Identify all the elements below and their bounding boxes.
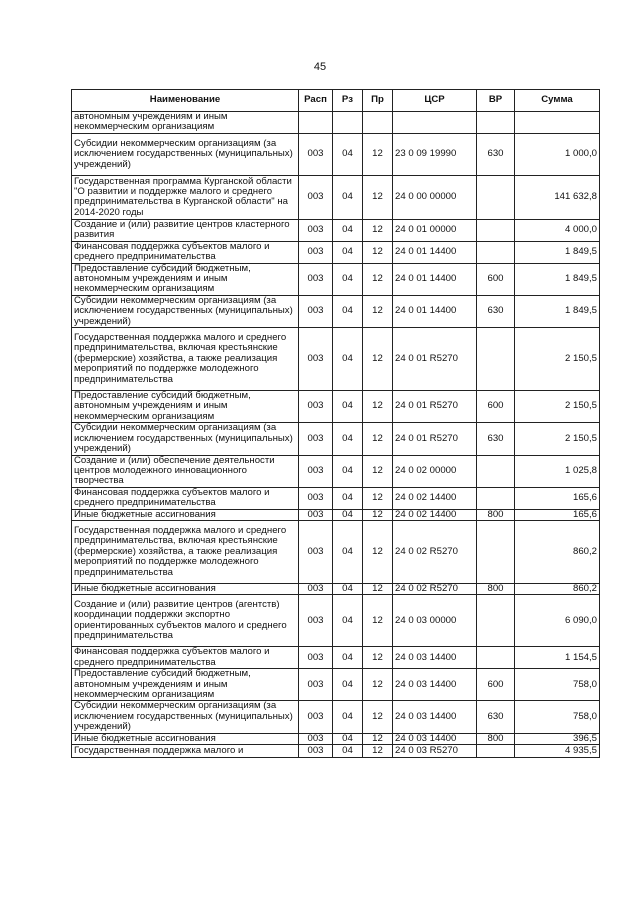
- cell-sum: 1 849,5: [515, 241, 600, 263]
- cell-rz: 04: [333, 745, 363, 758]
- cell-pr: 12: [363, 520, 393, 583]
- cell-csr: 24 0 02 00000: [393, 455, 477, 487]
- cell-rasp: 003: [299, 423, 333, 455]
- cell-rz: 04: [333, 328, 363, 391]
- cell-pr: 12: [363, 647, 393, 669]
- cell-sum: 2 150,5: [515, 328, 600, 391]
- cell-rz: 04: [333, 647, 363, 669]
- cell-sum: 141 632,8: [515, 175, 600, 219]
- cell-pr: 12: [363, 669, 393, 701]
- cell-pr: 12: [363, 133, 393, 175]
- cell-pr: 12: [363, 733, 393, 744]
- cell-rz: 04: [333, 219, 363, 241]
- cell-vr: 600: [477, 263, 515, 295]
- cell-rasp: 003: [299, 263, 333, 295]
- cell-rz: 04: [333, 133, 363, 175]
- cell-rz: 04: [333, 455, 363, 487]
- header-vr: ВР: [477, 90, 515, 112]
- table-row: [72, 391, 600, 423]
- cell-rasp: 003: [299, 241, 333, 263]
- table-row: [72, 175, 600, 219]
- cell-pr: 12: [363, 423, 393, 455]
- cell-vr: 630: [477, 295, 515, 327]
- cell-rz: [333, 112, 363, 134]
- cell-name: Государственная программа Курганской области "О развитии и поддержке малого и среднего предпринимательства в Курганской области" на 2014-2020 годы: [72, 175, 299, 219]
- table-row: [72, 133, 600, 175]
- cell-rasp: 003: [299, 520, 333, 583]
- cell-name: Предоставление субсидий бюджетным, автономным учреждениям и иным некоммерческим организациям: [72, 669, 299, 701]
- cell-rz: 04: [333, 669, 363, 701]
- cell-csr: 24 0 02 R5270: [393, 583, 477, 594]
- cell-rz: 04: [333, 733, 363, 744]
- cell-rasp: 003: [299, 455, 333, 487]
- cell-rasp: 003: [299, 328, 333, 391]
- table-row: [72, 219, 600, 241]
- cell-csr: 24 0 03 14400: [393, 647, 477, 669]
- cell-pr: 12: [363, 241, 393, 263]
- cell-rz: 04: [333, 520, 363, 583]
- cell-vr: [477, 595, 515, 647]
- cell-csr: 24 0 03 14400: [393, 701, 477, 733]
- cell-name: Создание и (или) развитие центров (агентств) координации поддержки экспортно ориентированных субъектов малого и среднего предпринимательства: [72, 595, 299, 647]
- cell-sum: 2 150,5: [515, 391, 600, 423]
- cell-pr: 12: [363, 219, 393, 241]
- cell-rz: 04: [333, 175, 363, 219]
- cell-rasp: 003: [299, 391, 333, 423]
- cell-name: Финансовая поддержка субъектов малого и среднего предпринимательства: [72, 241, 299, 263]
- cell-vr: 630: [477, 133, 515, 175]
- cell-rz: 04: [333, 295, 363, 327]
- table-row: [72, 733, 600, 744]
- cell-rasp: 003: [299, 133, 333, 175]
- cell-vr: 600: [477, 391, 515, 423]
- cell-csr: 24 0 01 R5270: [393, 423, 477, 455]
- cell-vr: [477, 175, 515, 219]
- table-row: [72, 647, 600, 669]
- cell-rz: 04: [333, 391, 363, 423]
- table-body: [72, 112, 600, 758]
- table-row: [72, 595, 600, 647]
- cell-name: Предоставление субсидий бюджетным, автономным учреждениям и иным некоммерческим организациям: [72, 391, 299, 423]
- cell-name: Иные бюджетные ассигнования: [72, 509, 299, 520]
- cell-name: Финансовая поддержка субъектов малого и среднего предпринимательства: [72, 487, 299, 509]
- cell-rasp: [299, 112, 333, 134]
- cell-pr: 12: [363, 701, 393, 733]
- cell-csr: 24 0 01 R5270: [393, 328, 477, 391]
- table-row: [72, 583, 600, 594]
- cell-sum: 1 154,5: [515, 647, 600, 669]
- table-row: [72, 241, 600, 263]
- table-row: [72, 295, 600, 327]
- cell-pr: [363, 112, 393, 134]
- cell-csr: 24 0 03 00000: [393, 595, 477, 647]
- cell-rz: 04: [333, 263, 363, 295]
- cell-csr: 24 0 03 R5270: [393, 745, 477, 758]
- cell-name: Субсидии некоммерческим организациям (за исключением государственных (муниципальных) учреждений): [72, 701, 299, 733]
- cell-rz: 04: [333, 701, 363, 733]
- cell-rz: 04: [333, 241, 363, 263]
- cell-vr: [477, 520, 515, 583]
- cell-name: автономным учреждениям и иным некоммерческим организациям: [72, 112, 299, 134]
- cell-pr: 12: [363, 295, 393, 327]
- cell-name: Иные бюджетные ассигнования: [72, 733, 299, 744]
- cell-rasp: 003: [299, 219, 333, 241]
- table-row: [72, 112, 600, 134]
- cell-sum: 2 150,5: [515, 423, 600, 455]
- cell-name: Государственная поддержка малого и среднего предпринимательства, включая крестьянские (фермерские) хозяйства, а также реализация мероприятий по поддержке молодежного предпринимательства: [72, 520, 299, 583]
- cell-pr: 12: [363, 583, 393, 594]
- cell-pr: 12: [363, 391, 393, 423]
- cell-vr: [477, 112, 515, 134]
- header-row: [72, 90, 600, 112]
- cell-pr: 12: [363, 509, 393, 520]
- table-row: [72, 263, 600, 295]
- cell-name: Субсидии некоммерческим организациям (за исключением государственных (муниципальных) учреждений): [72, 423, 299, 455]
- cell-vr: 630: [477, 701, 515, 733]
- cell-csr: [393, 112, 477, 134]
- table-row: [72, 328, 600, 391]
- cell-vr: 800: [477, 733, 515, 744]
- cell-rasp: 003: [299, 487, 333, 509]
- page-number: 45: [313, 61, 327, 73]
- table-row: [72, 487, 600, 509]
- header-name: Наименование: [72, 90, 299, 112]
- cell-csr: 24 0 03 14400: [393, 733, 477, 744]
- cell-sum: 1 849,5: [515, 295, 600, 327]
- cell-rasp: 003: [299, 583, 333, 594]
- cell-csr: 24 0 00 00000: [393, 175, 477, 219]
- cell-vr: [477, 219, 515, 241]
- cell-sum: 4 000,0: [515, 219, 600, 241]
- cell-pr: 12: [363, 595, 393, 647]
- cell-rasp: 003: [299, 509, 333, 520]
- cell-csr: 24 0 01 00000: [393, 219, 477, 241]
- cell-vr: 600: [477, 669, 515, 701]
- cell-sum: 758,0: [515, 701, 600, 733]
- budget-table: [71, 89, 600, 758]
- cell-sum: 860,2: [515, 583, 600, 594]
- table-header: [72, 90, 600, 112]
- cell-csr: 24 0 01 14400: [393, 295, 477, 327]
- cell-vr: 800: [477, 583, 515, 594]
- cell-name: Субсидии некоммерческим организациям (за исключением государственных (муниципальных) учреждений): [72, 133, 299, 175]
- cell-vr: [477, 241, 515, 263]
- cell-name: Предоставление субсидий бюджетным, автономным учреждениям и иным некоммерческим организациям: [72, 263, 299, 295]
- cell-name: Создание и (или) обеспечение деятельности центров молодежного инновационного творчества: [72, 455, 299, 487]
- cell-sum: 396,5: [515, 733, 600, 744]
- cell-sum: 758,0: [515, 669, 600, 701]
- cell-vr: [477, 647, 515, 669]
- cell-rasp: 003: [299, 295, 333, 327]
- cell-csr: 23 0 09 19990: [393, 133, 477, 175]
- cell-csr: 24 0 01 14400: [393, 263, 477, 295]
- table-row: [72, 520, 600, 583]
- cell-pr: 12: [363, 745, 393, 758]
- cell-name: Финансовая поддержка субъектов малого и среднего предпринимательства: [72, 647, 299, 669]
- cell-vr: 630: [477, 423, 515, 455]
- cell-name: Государственная поддержка малого и: [72, 745, 299, 758]
- cell-vr: [477, 328, 515, 391]
- cell-rz: 04: [333, 423, 363, 455]
- cell-sum: 860,2: [515, 520, 600, 583]
- cell-vr: 800: [477, 509, 515, 520]
- cell-vr: [477, 455, 515, 487]
- header-sum: Сумма: [515, 90, 600, 112]
- cell-pr: 12: [363, 455, 393, 487]
- cell-sum: [515, 112, 600, 134]
- header-pr: Пр: [363, 90, 393, 112]
- cell-csr: 24 0 02 R5270: [393, 520, 477, 583]
- cell-name: Иные бюджетные ассигнования: [72, 583, 299, 594]
- cell-rasp: 003: [299, 733, 333, 744]
- cell-rasp: 003: [299, 669, 333, 701]
- cell-rasp: 003: [299, 175, 333, 219]
- cell-rasp: 003: [299, 701, 333, 733]
- cell-sum: 1 000,0: [515, 133, 600, 175]
- cell-pr: 12: [363, 328, 393, 391]
- table-row: [72, 509, 600, 520]
- cell-rasp: 003: [299, 745, 333, 758]
- cell-pr: 12: [363, 487, 393, 509]
- table-row: [72, 669, 600, 701]
- cell-csr: 24 0 03 14400: [393, 669, 477, 701]
- cell-sum: 165,6: [515, 487, 600, 509]
- header-rz: Рз: [333, 90, 363, 112]
- cell-csr: 24 0 02 14400: [393, 487, 477, 509]
- header-csr: ЦСР: [393, 90, 477, 112]
- cell-csr: 24 0 02 14400: [393, 509, 477, 520]
- table-row: [72, 455, 600, 487]
- table-row: [72, 701, 600, 733]
- cell-pr: 12: [363, 263, 393, 295]
- cell-rz: 04: [333, 583, 363, 594]
- cell-vr: [477, 745, 515, 758]
- cell-rz: 04: [333, 509, 363, 520]
- cell-sum: 1 849,5: [515, 263, 600, 295]
- cell-name: Государственная поддержка малого и среднего предпринимательства, включая крестьянские (фермерские) хозяйства, а также реализация мероприятий по поддержке молодежного предпринимательства: [72, 328, 299, 391]
- table-row: [72, 745, 600, 758]
- cell-rasp: 003: [299, 595, 333, 647]
- cell-name: Создание и (или) развитие центров кластерного развития: [72, 219, 299, 241]
- cell-rz: 04: [333, 487, 363, 509]
- cell-csr: 24 0 01 R5270: [393, 391, 477, 423]
- cell-sum: 165,6: [515, 509, 600, 520]
- table-row: [72, 423, 600, 455]
- header-rasp: Расп: [299, 90, 333, 112]
- cell-rasp: 003: [299, 647, 333, 669]
- cell-pr: 12: [363, 175, 393, 219]
- cell-sum: 1 025,8: [515, 455, 600, 487]
- cell-sum: 6 090,0: [515, 595, 600, 647]
- cell-name: Субсидии некоммерческим организациям (за исключением государственных (муниципальных) учреждений): [72, 295, 299, 327]
- cell-rz: 04: [333, 595, 363, 647]
- cell-vr: [477, 487, 515, 509]
- cell-sum: 4 935,5: [515, 745, 600, 758]
- cell-csr: 24 0 01 14400: [393, 241, 477, 263]
